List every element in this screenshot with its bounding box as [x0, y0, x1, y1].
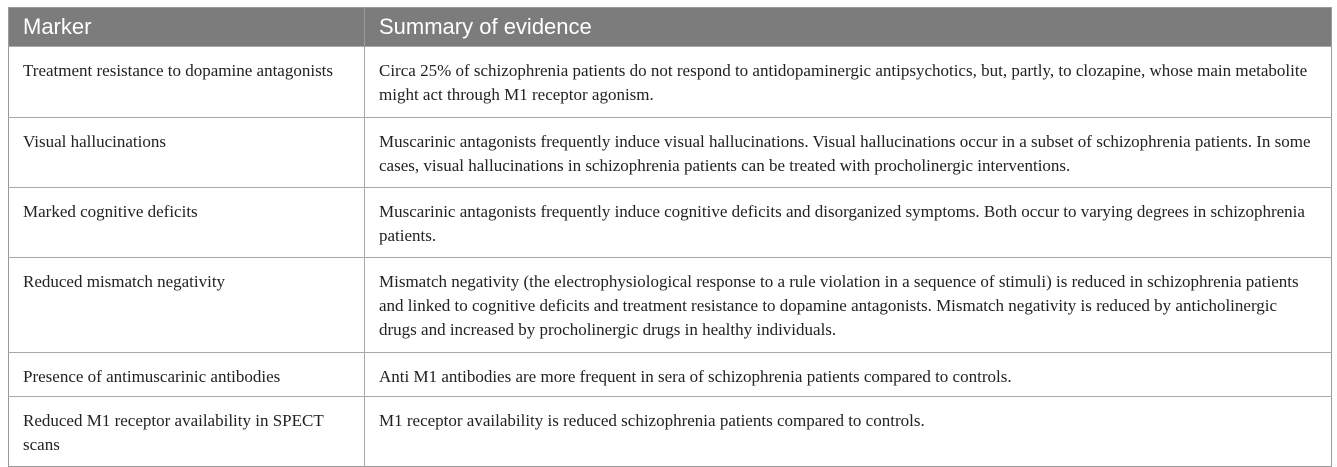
table-header — [9, 8, 1332, 47]
summary-cell: M1 receptor availability is reduced schizophrenia patients compared to controls. — [365, 397, 1332, 467]
summary-cell: Muscarinic antagonists frequently induce visual hallucinations. Visual hallucinations occur in a subset of schizophrenia patients. In some cases, visual hallucinations in schizophrenia patients can be treated with procholinergic interventions. — [365, 118, 1332, 188]
column-header-marker: Marker — [9, 8, 365, 47]
evidence-table-container — [8, 7, 1331, 467]
table-row — [9, 118, 1332, 188]
summary-cell: Circa 25% of schizophrenia patients do not respond to antidopaminergic antipsychotics, but, partly, to clozapine, whose main metabolite might act through M1 receptor agonism. — [365, 47, 1332, 118]
table-row — [9, 188, 1332, 258]
table-row — [9, 397, 1332, 467]
summary-cell: Anti M1 antibodies are more frequent in sera of schizophrenia patients compared to controls. — [365, 353, 1332, 397]
summary-cell: Muscarinic antagonists frequently induce cognitive deficits and disorganized symptoms. Both occur to varying degrees in schizophrenia patients. — [365, 188, 1332, 258]
marker-cell: Treatment resistance to dopamine antagonists — [9, 47, 365, 118]
summary-cell: Mismatch negativity (the electrophysiological response to a rule violation in a sequence of stimuli) is reduced in schizophrenia patients and linked to cognitive deficits and treatment resistance to dopamine antagonists. Mismatch negativity is reduced by anticholinergic drugs and increased by procholinergic drugs in healthy individuals. — [365, 258, 1332, 353]
column-header-summary: Summary of evidence — [365, 8, 1332, 47]
marker-cell: Presence of antimuscarinic antibodies — [9, 353, 365, 397]
table-row — [9, 353, 1332, 397]
header-row — [9, 8, 1332, 47]
evidence-table — [8, 7, 1332, 467]
marker-cell: Marked cognitive deficits — [9, 188, 365, 258]
marker-cell: Visual hallucinations — [9, 118, 365, 188]
marker-cell: Reduced M1 receptor availability in SPECT scans — [9, 397, 365, 467]
table-row — [9, 47, 1332, 118]
table-body — [9, 47, 1332, 467]
marker-cell: Reduced mismatch negativity — [9, 258, 365, 353]
table-row — [9, 258, 1332, 353]
